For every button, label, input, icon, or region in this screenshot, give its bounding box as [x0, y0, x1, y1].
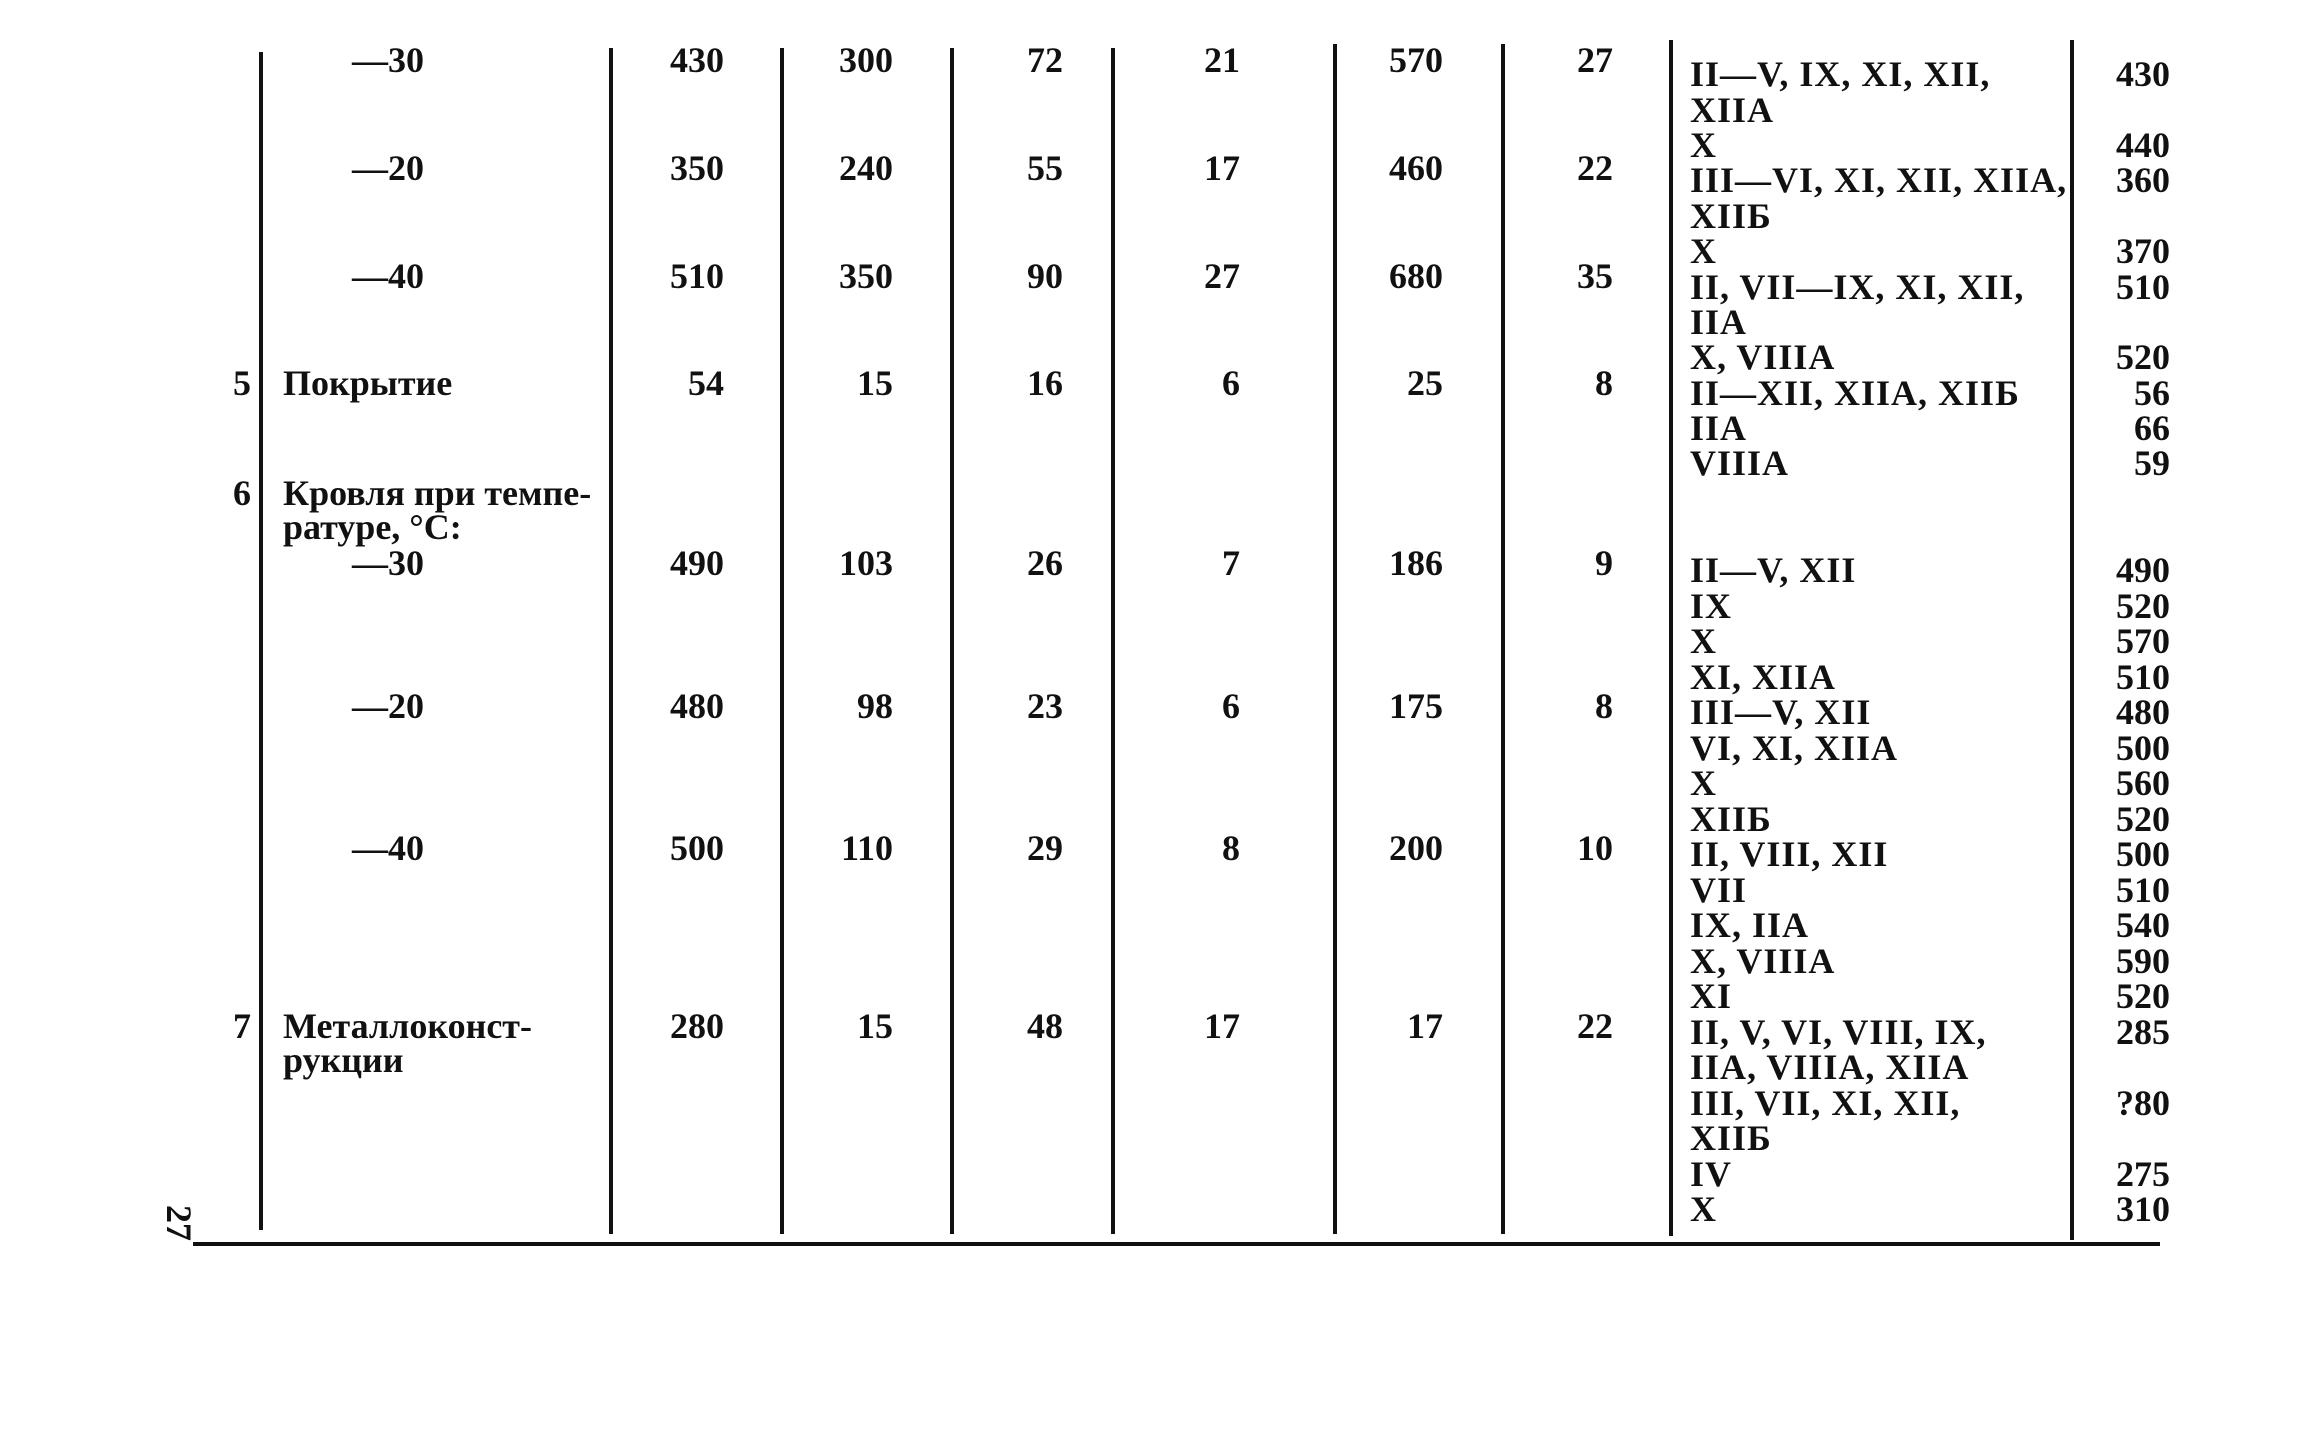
region-value: 430: [2116, 54, 2170, 94]
region-value: 370: [2116, 231, 2170, 271]
region-value: 500: [2116, 728, 2170, 768]
row-name: —20: [352, 686, 424, 726]
table-cell-c5: 175: [1389, 686, 1443, 726]
region-line: XI: [1690, 976, 1733, 1016]
table-cell-c3: 55: [1027, 148, 1063, 188]
table-cell-c2: 98: [857, 686, 893, 726]
region-value: 570: [2116, 621, 2170, 661]
region-line: XIIБ: [1690, 196, 1772, 236]
row-name: —30: [352, 40, 424, 80]
row-name: ратуре, °С:: [283, 507, 462, 547]
table-cell-c4: 8: [1222, 828, 1240, 868]
table-cell-c3: 16: [1027, 363, 1063, 403]
table-cell-c4: 21: [1204, 40, 1240, 80]
region-line: II—V, XII: [1690, 550, 1857, 590]
table-rule-col1-left: [609, 48, 613, 1234]
table-cell-c5: 460: [1389, 148, 1443, 188]
region-value: 440: [2116, 125, 2170, 165]
region-line: X: [1690, 125, 1717, 165]
region-value: 310: [2116, 1189, 2170, 1229]
table-cell-c2: 110: [840, 828, 893, 868]
region-value: 520: [2116, 976, 2170, 1016]
table-cell-c4: 6: [1222, 686, 1240, 726]
table-cell-c1: 490: [670, 543, 724, 583]
table-cell-c4: 27: [1204, 256, 1240, 296]
table-cell-c6: 8: [1595, 686, 1613, 726]
table-cell-c1: 350: [670, 148, 724, 188]
region-value: 540: [2116, 905, 2170, 945]
row-number: 5: [233, 363, 251, 403]
table-cell-c4: 6: [1222, 363, 1240, 403]
table-cell-c2: 300: [839, 40, 893, 80]
table-cell-c1: 430: [670, 40, 724, 80]
table-cell-c1: 54: [688, 363, 724, 403]
row-name: рукции: [283, 1040, 404, 1080]
region-line: X: [1690, 231, 1717, 271]
table-cell-c6: 10: [1577, 828, 1613, 868]
region-line: III—VI, XI, XII, XIIA,: [1690, 160, 2068, 200]
row-number: 6: [233, 473, 251, 513]
table-rule-region-left: [1669, 40, 1673, 1236]
table-cell-c3: 23: [1027, 686, 1063, 726]
region-line: IIA, VIIIA, XIIA: [1690, 1047, 1970, 1087]
table-cell-c3: 29: [1027, 828, 1063, 868]
table-cell-c1: 500: [670, 828, 724, 868]
table-cell-c5: 680: [1389, 256, 1443, 296]
row-name: —20: [352, 148, 424, 188]
table-cell-c5: 570: [1389, 40, 1443, 80]
region-value: 500: [2116, 834, 2170, 874]
table-cell-c5: 17: [1407, 1006, 1443, 1046]
region-value: 510: [2116, 657, 2170, 697]
table-cell-c4: 17: [1204, 1006, 1240, 1046]
region-line: IIA: [1690, 408, 1748, 448]
region-value: 66: [2134, 408, 2170, 448]
region-line: XIIБ: [1690, 799, 1772, 839]
region-value: 480: [2116, 692, 2170, 732]
row-name: —40: [352, 256, 424, 296]
region-line: XI, XIIA: [1690, 657, 1837, 697]
region-line: III—V, XII: [1690, 692, 1872, 732]
table-cell-c6: 27: [1577, 40, 1613, 80]
row-name: Покрытие: [283, 363, 453, 403]
region-value: 490: [2116, 550, 2170, 590]
table-cell-c2: 240: [839, 148, 893, 188]
row-name: —30: [352, 543, 424, 583]
region-value: 275: [2116, 1154, 2170, 1194]
table-cell-c6: 22: [1577, 148, 1613, 188]
table-cell-c5: 200: [1389, 828, 1443, 868]
region-line: II, VIII, XII: [1690, 834, 1889, 874]
table-cell-c3: 72: [1027, 40, 1063, 80]
table-cell-c1: 510: [670, 256, 724, 296]
table-cell-c5: 25: [1407, 363, 1443, 403]
table-cell-c5: 186: [1389, 543, 1443, 583]
region-value: 59: [2134, 443, 2170, 483]
region-line: X: [1690, 621, 1717, 661]
table-cell-c6: 8: [1595, 363, 1613, 403]
table-cell-c2: 15: [857, 363, 893, 403]
table-cell-c3: 48: [1027, 1006, 1063, 1046]
region-value: 520: [2116, 337, 2170, 377]
region-line: VIIIA: [1690, 443, 1790, 483]
row-name: Кровля при темпе-: [283, 473, 592, 513]
region-value: 510: [2116, 267, 2170, 307]
region-line: X, VIIIA: [1690, 337, 1836, 377]
region-line: VI, XI, XIIA: [1690, 728, 1899, 768]
table-cell-c4: 7: [1222, 543, 1240, 583]
table-cell-c4: 17: [1204, 148, 1240, 188]
row-number: 7: [233, 1006, 251, 1046]
region-line: IIA: [1690, 302, 1748, 342]
table-cell-c2: 350: [839, 256, 893, 296]
region-line: VII: [1690, 870, 1748, 910]
table-rule-col2-left: [780, 48, 784, 1234]
table-cell-c3: 90: [1027, 256, 1063, 296]
table-cell-c1: 480: [670, 686, 724, 726]
region-line: X: [1690, 1189, 1717, 1229]
region-value: 520: [2116, 799, 2170, 839]
region-line: IX, IIA: [1690, 905, 1810, 945]
row-name: Металлоконст-: [283, 1006, 532, 1046]
table-bottom-rule: [193, 1242, 2160, 1246]
region-value: 285: [2116, 1012, 2170, 1052]
table-cell-c2: 103: [839, 543, 893, 583]
region-value: 360: [2116, 160, 2170, 200]
region-value: 56: [2134, 373, 2170, 413]
region-value: 590: [2116, 941, 2170, 981]
row-name: —40: [352, 828, 424, 868]
region-line: XIIA: [1690, 90, 1775, 130]
region-line: II, V, VI, VIII, IX,: [1690, 1012, 1987, 1052]
region-line: II, VII—IX, XI, XII,: [1690, 267, 2025, 307]
table-rule-value-left: [2070, 40, 2074, 1240]
region-line: IV: [1690, 1154, 1733, 1194]
region-line: III, VII, XI, XII,: [1690, 1083, 1961, 1123]
region-line: X: [1690, 763, 1717, 803]
table-rule-col5-left: [1333, 44, 1337, 1234]
table-cell-c6: 22: [1577, 1006, 1613, 1046]
region-line: IX: [1690, 586, 1733, 626]
table-cell-c1: 280: [670, 1006, 724, 1046]
table-cell-c6: 35: [1577, 256, 1613, 296]
region-line: II—V, IX, XI, XII,: [1690, 54, 1991, 94]
table-cell-c6: 9: [1595, 543, 1613, 583]
region-value: ?80: [2116, 1083, 2170, 1123]
region-line: XIIБ: [1690, 1118, 1772, 1158]
table-rule-col4-left: [1111, 48, 1115, 1234]
table-rule-col6-left: [1501, 44, 1505, 1234]
table-cell-c2: 15: [857, 1006, 893, 1046]
region-value: 560: [2116, 763, 2170, 803]
table-cell-c3: 26: [1027, 543, 1063, 583]
region-line: X, VIIIA: [1690, 941, 1836, 981]
region-line: II—XII, XIIA, XIIБ: [1690, 373, 2020, 413]
region-value: 510: [2116, 870, 2170, 910]
table-rule-name-left: [259, 52, 263, 1230]
page-number: 27: [159, 1205, 199, 1241]
table-rule-col3-left: [950, 48, 954, 1234]
region-value: 520: [2116, 586, 2170, 626]
